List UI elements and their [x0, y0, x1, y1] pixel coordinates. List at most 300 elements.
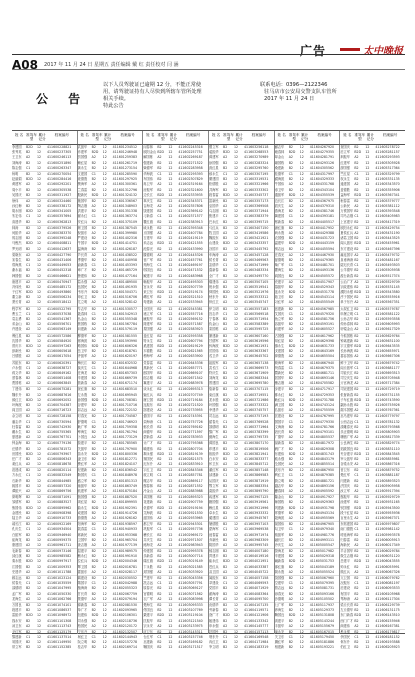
cell-name: 汤卫东: [12, 623, 22, 628]
cell-name: 文建国: [77, 171, 88, 176]
cell-car-no: 411601009353: [47, 564, 72, 569]
cell-accumulated: 12: [37, 554, 42, 559]
cell-car-no: 411603383379: [244, 214, 269, 219]
cell-accumulated: 12: [102, 209, 107, 214]
cell-name: 利红卫: [274, 473, 285, 478]
cell-car-no: 411601387545: [112, 225, 138, 230]
cell-type: B2: [157, 564, 162, 569]
contact-phone: 联系电话：0396—2122346: [260, 82, 328, 88]
notice-line: 用，请驾驶证持有人尽快到所辖车管所处理: [103, 89, 202, 95]
cell-type: B2: [157, 602, 162, 607]
cell-accumulated: 12: [299, 145, 304, 149]
cell-type: B2D: [157, 451, 165, 456]
cell-car-no: 411600617054: [47, 354, 72, 359]
cell-car-no: 411603745757: [244, 408, 269, 413]
cell-accumulated: 12: [234, 160, 239, 165]
cell-accumulated: 12: [102, 376, 107, 381]
cell-type: B2: [26, 429, 31, 434]
cell-accumulated: 12: [234, 252, 239, 257]
cell-accumulated: 12: [299, 354, 304, 359]
cell-car-no: 411606055991: [375, 564, 400, 569]
cell-name: 曾庆丰: [12, 343, 22, 348]
cell-type: B2D: [26, 241, 33, 246]
cell-car-no: 411602507739: [178, 284, 203, 289]
cell-car-no: 411603695780: [244, 381, 269, 386]
cell-name: 百里永生: [340, 515, 354, 520]
cell-type: B2: [157, 295, 162, 300]
cell-car-no: 411601542913: [112, 311, 138, 316]
cell-accumulated: 12: [37, 214, 42, 219]
cell-type: B2: [91, 554, 96, 559]
cell-car-no: 411604979340: [309, 527, 335, 532]
cell-car-no: 411602657771: [178, 365, 203, 370]
cell-accumulated: 12: [365, 429, 370, 434]
cell-name: 幸建华: [209, 408, 219, 413]
cell-car-no: 411604855514: [309, 462, 335, 467]
cell-accumulated: 12: [234, 343, 239, 348]
cell-car-no: 411605705948: [375, 376, 400, 381]
cell-accumulated: 12: [102, 192, 107, 197]
cell-car-no: 411602821575: [178, 456, 203, 461]
cell-accumulated: 12: [299, 554, 304, 559]
cell-type: B2: [26, 564, 31, 569]
cell-type: B2: [288, 429, 293, 434]
cell-car-no: 411605081731: [309, 586, 335, 591]
cell-name: 牟海生: [77, 429, 88, 434]
notice-title: 公 告: [36, 92, 89, 106]
cell-car-no: 411604705582: [309, 381, 335, 386]
cell-name: 游国强: [340, 165, 350, 170]
cell-accumulated: 12: [299, 500, 304, 505]
cell-car-no: 411605893523: [375, 478, 400, 483]
cell-car-no: 411600362813: [47, 219, 72, 224]
cell-type: B2: [91, 338, 96, 343]
cell-accumulated: 12: [168, 343, 173, 348]
cell-type: B2D: [26, 145, 33, 149]
cell-car-no: 411603783399: [244, 429, 269, 434]
cell-car-no: 411601899955: [112, 500, 138, 505]
cell-name: 隋国平: [77, 581, 88, 586]
cell-car-no: 411602569152: [178, 317, 203, 321]
cell-car-no: 411604793101: [309, 429, 335, 434]
cell-car-no: 411603757193: [244, 414, 269, 419]
cell-name: 弓红兵: [209, 225, 219, 230]
cell-car-no: 411601824107: [112, 462, 138, 467]
cell-type: B2: [157, 554, 162, 559]
cell-name: 周小平: [12, 187, 22, 192]
cell-name: 糜建国: [209, 177, 219, 182]
cell-type: B2: [157, 236, 162, 241]
cell-type: A2: [288, 300, 293, 305]
cell-type: A2: [223, 204, 228, 209]
cell-type: B2: [26, 456, 31, 461]
cell-accumulated: 12: [234, 424, 239, 429]
cell-name: 柴德军: [143, 165, 153, 170]
cell-name: 荆振华: [340, 155, 350, 160]
cell-car-no: 411600605618: [47, 349, 72, 354]
cell-type: B2: [91, 219, 96, 224]
cell-car-no: 411605417319: [375, 219, 400, 224]
cell-car-no: 411606079762: [375, 576, 400, 580]
cell-type: B2: [91, 537, 96, 542]
cell-car-no: 411600895962: [47, 505, 72, 510]
cell-name: 冉卫华: [143, 182, 153, 187]
cell-car-no: 411605079395: [309, 581, 335, 586]
cell-accumulated: 12: [234, 554, 239, 559]
cell-car-no: 411606093533: [375, 586, 400, 591]
cell-type: A2: [91, 182, 96, 187]
cell-name: 漆雕春光: [340, 424, 354, 429]
cell-car-no: 411605117937: [309, 602, 335, 607]
cell-accumulated: 12: [365, 408, 370, 413]
cell-type: B2: [354, 392, 359, 397]
cell-type: B2: [26, 441, 31, 446]
cell-car-no: 411605605993: [375, 322, 400, 327]
cell-car-no: 411602621565: [178, 349, 203, 354]
cell-name: 邱红旗: [12, 554, 22, 559]
cell-car-no: 411603769528: [244, 419, 269, 424]
cell-type: A2: [288, 596, 293, 601]
cell-car-no: 411603321966: [244, 182, 269, 187]
cell-accumulated: 12: [102, 381, 107, 386]
cell-type: B2: [91, 576, 96, 580]
cell-name: 冷庆生: [274, 542, 285, 547]
cell-name: 廖德胜: [274, 354, 285, 359]
cell-car-no: 411601297925: [112, 177, 138, 182]
cell-accumulated: 12: [365, 608, 370, 613]
cell-name: 公新民: [340, 204, 350, 209]
column-header-accumulated: 累计记分: [38, 132, 46, 141]
cell-name: 孔庆生: [12, 527, 22, 532]
cell-accumulated: 12: [234, 635, 239, 640]
cell-type: B2D: [157, 559, 165, 564]
cell-accumulated: 12: [365, 602, 370, 607]
cell-type: C1: [354, 527, 359, 532]
cell-car-no: 411606081197: [375, 581, 400, 586]
cell-type: A2: [354, 515, 359, 520]
cell-accumulated: 12: [365, 365, 370, 370]
cell-car-no: 411601074101: [47, 602, 72, 607]
cell-accumulated: 12: [102, 214, 107, 219]
cell-type: B2: [26, 483, 31, 488]
cell-type: B2: [91, 629, 96, 634]
cell-name: 暴建新: [209, 333, 219, 338]
cell-car-no: 411601530577: [112, 306, 138, 311]
cell-accumulated: 12: [365, 629, 370, 634]
cell-accumulated: 12: [37, 505, 42, 510]
cell-type: B2D: [223, 290, 230, 295]
cell-accumulated: 12: [234, 397, 239, 402]
cell-car-no: 411602933965: [178, 515, 203, 520]
header-group: [12, 131, 78, 144]
cell-car-no: 411603021585: [178, 564, 203, 569]
cell-name: 段建平: [12, 608, 22, 613]
cell-accumulated: 12: [365, 376, 370, 381]
cell-name: 缑红兵: [340, 569, 350, 574]
cell-car-no: 411603345737: [244, 192, 269, 197]
header-rule-bottom: [12, 69, 405, 70]
cell-name: 宫志华: [209, 311, 219, 316]
cell-name: 唐建平: [12, 279, 22, 284]
cell-car-no: 411605193221: [309, 645, 335, 650]
cell-type: C1: [288, 311, 293, 316]
cell-name: 公西志远: [340, 419, 354, 424]
cell-type: B2: [354, 640, 359, 645]
cell-name: 房振军: [143, 187, 153, 192]
cell-car-no: 411601273154: [112, 165, 138, 170]
cell-name: 束红旗: [209, 392, 219, 397]
cell-accumulated: 12: [234, 231, 239, 235]
cell-name: 路国伟: [77, 343, 88, 348]
cell-type: B2: [157, 209, 162, 214]
cell-type: B2: [26, 645, 31, 650]
cell-accumulated: 12: [102, 591, 107, 596]
cell-car-no: 411606181152: [375, 635, 400, 640]
cell-car-no: 411601098972: [47, 613, 72, 618]
cell-name: 闵春林: [143, 145, 153, 149]
cell-type: B2: [157, 441, 162, 446]
cell-car-no: 411605005547: [309, 542, 335, 547]
cell-accumulated: 12: [102, 608, 107, 613]
cell-type: B2: [26, 219, 31, 224]
cell-accumulated: 12: [37, 263, 42, 268]
cell-name: 尤立明: [77, 300, 88, 305]
cell-car-no: 411603369508: [244, 204, 269, 209]
cell-accumulated: 12: [299, 505, 304, 510]
cell-name: 华海波: [143, 171, 153, 176]
cell-type: B2: [354, 591, 359, 596]
cell-type: B2: [26, 160, 31, 165]
column-header-name: 姓 名: [211, 132, 221, 137]
cell-car-no: 411604581756: [309, 317, 335, 321]
cell-type: B2: [157, 322, 162, 327]
cell-name: 夹谷建平: [340, 451, 354, 456]
cell-name: 裴春雷: [77, 527, 88, 532]
cell-name: 解国栋: [143, 155, 153, 160]
cell-accumulated: 12: [365, 635, 370, 640]
cell-car-no: 411602645336: [178, 360, 203, 365]
cell-accumulated: 12: [37, 160, 42, 165]
cell-type: B2: [157, 549, 162, 554]
cell-name: 勾卫华: [274, 527, 285, 532]
cell-accumulated: 12: [365, 419, 370, 424]
cell-accumulated: 12: [299, 586, 304, 591]
cell-car-no: 411603771964: [244, 424, 269, 429]
cell-accumulated: 12: [168, 435, 173, 440]
column-header-car-no: 档案编号: [317, 132, 332, 137]
cell-name: 庾海军: [274, 360, 285, 365]
table-row: [78, 645, 143, 650]
cell-car-no: 411601504371: [112, 290, 138, 295]
cell-name: 洪建平: [77, 209, 88, 214]
cell-accumulated: 12: [102, 446, 107, 451]
cell-type: C1: [157, 419, 162, 424]
cell-name: 成建国: [77, 510, 88, 515]
cell-name: 徐伟: [12, 198, 19, 203]
cell-name: 司徒长江: [340, 370, 354, 375]
cell-car-no: 411601773129: [112, 435, 138, 440]
cell-name: 栾国栋: [209, 327, 219, 332]
cell-car-no: 411601581555: [112, 333, 138, 338]
cell-type: B2: [223, 165, 228, 170]
cell-name: 文海涛: [274, 424, 285, 429]
cell-type: B2: [157, 387, 162, 392]
cell-name: 公羊德华: [340, 268, 354, 273]
cell-type: C1: [26, 165, 31, 170]
cell-accumulated: 12: [365, 495, 370, 500]
cell-car-no: 411602345371: [178, 198, 203, 203]
cell-car-no: 411605531145: [375, 284, 400, 289]
cell-name: 李建国: [12, 145, 22, 149]
cell-accumulated: 12: [37, 145, 42, 149]
cell-name: 谭长青: [209, 596, 219, 601]
cell-accumulated: 12: [102, 537, 107, 542]
cell-name: 凌卫东: [77, 456, 88, 461]
cell-car-no: 411604593191: [309, 322, 335, 327]
cell-type: B2: [26, 171, 31, 176]
cell-name: 饶建国: [143, 209, 153, 214]
cell-accumulated: 12: [168, 219, 173, 224]
cell-accumulated: 12: [234, 542, 239, 547]
cell-type: A2: [354, 542, 359, 547]
column-header-type: 准驾车型: [288, 132, 300, 141]
cell-type: B2: [26, 468, 31, 473]
cell-car-no: 411605317364: [375, 165, 400, 170]
cell-car-no: 411601914726: [112, 510, 138, 515]
cell-name: 冼志远: [143, 581, 153, 586]
cell-accumulated: 12: [37, 209, 42, 214]
cell-type: B2: [26, 424, 31, 429]
cell-car-no: 411606205923: [375, 645, 400, 650]
cell-type: B2: [157, 333, 162, 338]
cell-accumulated: 12: [168, 370, 173, 375]
cell-name: 畅振华: [143, 279, 153, 284]
cell-name: 司马志刚: [340, 214, 354, 219]
cell-type: B2: [223, 198, 228, 203]
cell-car-no: 411605993578: [375, 532, 400, 537]
cell-name: 钟金海: [12, 441, 22, 446]
cell-name: 白永安: [209, 456, 219, 461]
cell-accumulated: 12: [365, 165, 370, 170]
cell-name: 王卫东: [12, 155, 22, 160]
cell-car-no: 411601887520: [112, 495, 138, 500]
cell-car-no: 411600357694: [47, 214, 72, 219]
cell-accumulated: 12: [299, 414, 304, 419]
cell-accumulated: 12: [365, 613, 370, 618]
cell-type: B2: [354, 586, 359, 591]
cell-accumulated: 12: [365, 155, 370, 160]
cell-type: B2: [157, 273, 162, 278]
cell-type: B2: [26, 532, 31, 537]
cell-car-no: 411602869117: [178, 478, 203, 483]
cell-type: B2: [91, 333, 96, 338]
cell-accumulated: 12: [299, 462, 304, 467]
cell-type: B2: [91, 424, 96, 429]
cell-accumulated: 12: [168, 311, 173, 316]
cell-type: A2: [26, 279, 31, 284]
cell-car-no: 411602957736: [178, 527, 203, 532]
cell-name: 蔡春林: [12, 376, 22, 381]
cell-car-no: 411603121540: [178, 618, 203, 623]
cell-car-no: 411602257751: [178, 150, 203, 155]
cell-name: 艾海波: [143, 510, 153, 515]
cell-accumulated: 12: [299, 635, 304, 640]
cell-accumulated: 12: [365, 177, 370, 182]
cell-name: 都永红: [274, 392, 285, 397]
cell-type: A2: [157, 327, 162, 332]
cell-car-no: 411600251890: [47, 160, 72, 165]
cell-type: B2: [288, 198, 293, 203]
cell-accumulated: 12: [299, 187, 304, 192]
cell-name: 马俊杰: [12, 241, 22, 246]
cell-car-no: 411606017349: [375, 542, 400, 547]
cell-accumulated: 12: [102, 273, 107, 278]
cell-type: B2: [223, 370, 228, 375]
cell-name: 全国庆: [143, 306, 153, 311]
cell-accumulated: 12: [168, 522, 173, 527]
cell-accumulated: 12: [299, 602, 304, 607]
cell-type: C1: [157, 527, 162, 532]
cell-accumulated: 12: [299, 322, 304, 327]
cell-accumulated: 12: [102, 171, 107, 176]
cell-accumulated: 12: [234, 537, 239, 542]
cell-accumulated: 12: [102, 145, 107, 149]
cell-accumulated: 12: [234, 510, 239, 515]
cell-type: B2: [354, 429, 359, 434]
cell-type: B2: [91, 273, 96, 278]
cell-car-no: 411600663845: [47, 381, 72, 386]
cell-car-no: 411600506234: [47, 295, 72, 300]
cell-accumulated: 12: [102, 263, 107, 268]
cell-accumulated: 12: [37, 198, 42, 203]
cell-type: B2: [157, 392, 162, 397]
cell-type: B2: [288, 160, 293, 165]
cell-accumulated: 12: [102, 419, 107, 424]
cell-accumulated: 12: [168, 236, 173, 241]
cell-accumulated: 12: [365, 284, 370, 289]
cell-car-no: 411601285590: [112, 171, 138, 176]
cell-name: 祖振军: [209, 360, 219, 365]
cell-accumulated: 12: [234, 591, 239, 596]
cell-name: 冷金山: [143, 489, 153, 493]
cell-name: 仲建国: [143, 549, 153, 554]
cell-name: 兰春雷: [77, 187, 88, 192]
cell-car-no: 411602671542: [178, 376, 203, 381]
cell-type: A2: [26, 515, 31, 520]
cell-type: A2: [354, 596, 359, 601]
cell-accumulated: 12: [168, 177, 173, 182]
cell-name: 翁建设: [77, 576, 88, 580]
cell-name: 贡德华: [209, 602, 219, 607]
cell-accumulated: 12: [37, 623, 42, 628]
cell-car-no: 411602783933: [178, 435, 203, 440]
cell-accumulated: 12: [234, 500, 239, 505]
cell-type: A2: [288, 182, 293, 187]
cell-car-no: 411603969538: [244, 527, 269, 532]
cell-accumulated: 12: [234, 327, 239, 332]
cell-name: 汲红星: [209, 165, 219, 170]
cell-accumulated: 12: [168, 446, 173, 451]
cell-type: B2: [223, 564, 228, 569]
cell-name: 边长江: [274, 198, 285, 203]
cell-type: C1: [26, 263, 31, 268]
cell-accumulated: 12: [234, 515, 239, 520]
cell-name: 况振东: [340, 581, 350, 586]
cell-car-no: 411604431723: [309, 236, 335, 241]
cell-car-no: 411600572586: [47, 333, 72, 338]
cell-name: 岳卫华: [77, 349, 88, 354]
cell-name: 涂建军: [340, 500, 350, 505]
